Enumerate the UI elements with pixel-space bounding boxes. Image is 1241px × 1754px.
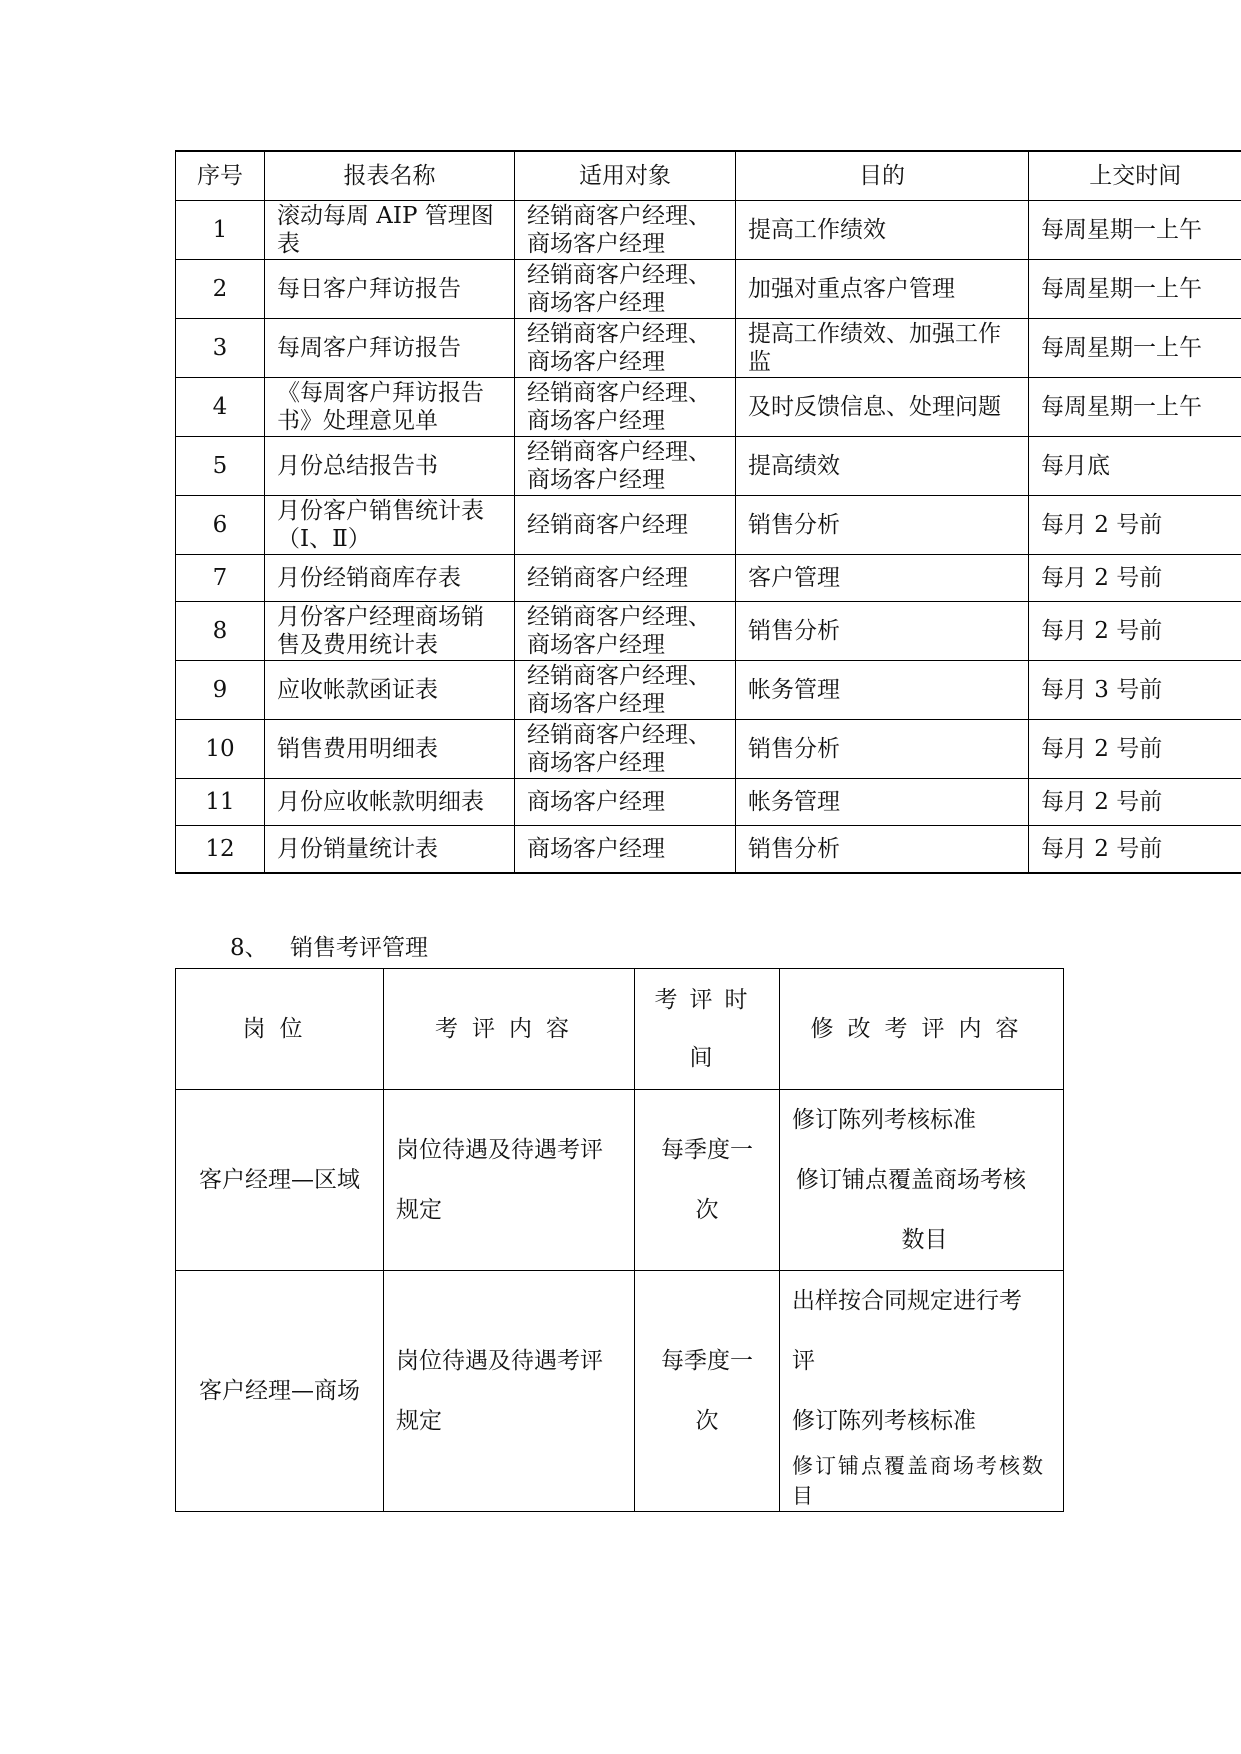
report-target	[515, 661, 736, 720]
table-row	[176, 555, 1241, 602]
purpose-line: 提高绩效	[748, 453, 840, 479]
target-line: 经销商客户经理、	[527, 439, 711, 465]
purpose-line: 销售分析	[748, 618, 840, 644]
report-name	[265, 378, 515, 437]
report-time: 每周星期一上午	[1029, 319, 1241, 378]
report-table	[175, 150, 1241, 874]
eval-content	[384, 1090, 635, 1271]
report-purpose	[736, 602, 1029, 661]
row-number: 11	[176, 779, 265, 826]
report-name	[265, 201, 515, 260]
name-line: 每日客户拜访报告	[277, 276, 461, 302]
report-target	[515, 378, 736, 437]
purpose-line: 及时反馈信息、处理问题	[748, 394, 1001, 420]
report-purpose	[736, 661, 1029, 720]
eval-header-row	[176, 969, 1064, 1090]
name-line: 月份经销商库存表	[277, 565, 461, 591]
report-time: 每月 2 号前	[1029, 602, 1241, 661]
header-time: 上交时间	[1029, 151, 1241, 201]
section-heading	[230, 933, 428, 963]
eval-modifications	[780, 1090, 1064, 1271]
report-target	[515, 437, 736, 496]
row-number: 6	[176, 496, 265, 555]
row-number: 1	[176, 201, 265, 260]
name-line: 销售费用明细表	[277, 736, 438, 762]
row-number: 7	[176, 555, 265, 602]
table-row	[176, 661, 1241, 720]
report-target	[515, 779, 736, 826]
eval-time-line: 每季度一	[661, 1348, 753, 1374]
table-row	[176, 260, 1241, 319]
table-row	[176, 602, 1241, 661]
report-time: 每月 2 号前	[1029, 720, 1241, 779]
report-name	[265, 437, 515, 496]
name-line: 月份客户销售统计表	[277, 498, 484, 524]
table-row	[176, 437, 1241, 496]
row-number: 12	[176, 826, 265, 874]
row-number: 10	[176, 720, 265, 779]
report-name	[265, 555, 515, 602]
row-number: 5	[176, 437, 265, 496]
target-line: 经销商客户经理、	[527, 380, 711, 406]
table-row	[176, 378, 1241, 437]
name-line: 售及费用统计表	[277, 632, 438, 658]
target-line: 商场客户经理	[527, 290, 665, 316]
report-target	[515, 496, 736, 555]
target-line: 商场客户经理	[527, 691, 665, 717]
table-row	[176, 779, 1241, 826]
target-line: 商场客户经理	[527, 349, 665, 375]
eval-time	[635, 1090, 780, 1271]
name-line: 月份销量统计表	[277, 836, 438, 862]
target-line: 经销商客户经理、	[527, 604, 711, 630]
report-target	[515, 602, 736, 661]
name-line: （Ⅰ、Ⅱ）	[277, 526, 371, 552]
purpose-line: 提高工作绩效	[748, 217, 886, 243]
eval-header-position: 岗位	[176, 969, 384, 1090]
target-line: 商场客户经理	[527, 231, 665, 257]
report-name	[265, 779, 515, 826]
eval-modifications	[780, 1271, 1064, 1512]
eval-header-content: 考评内容	[384, 969, 635, 1090]
target-line: 经销商客户经理、	[527, 203, 711, 229]
report-time: 每月 2 号前	[1029, 555, 1241, 602]
purpose-line: 帐务管理	[748, 789, 840, 815]
report-target	[515, 201, 736, 260]
name-line: 每周客户拜访报告	[277, 335, 461, 361]
eval-header-modify: 修改考评内容	[780, 969, 1064, 1090]
report-time: 每月 2 号前	[1029, 496, 1241, 555]
eval-modification-line: 数目	[901, 1227, 948, 1253]
table-row	[176, 1090, 1064, 1271]
purpose-line: 销售分析	[748, 512, 840, 538]
target-line: 经销商客户经理	[527, 512, 688, 538]
target-line: 经销商客户经理、	[527, 321, 711, 347]
name-line: 滚动每周 AIP 管理图	[277, 203, 494, 229]
report-target	[515, 555, 736, 602]
eval-time	[635, 1271, 780, 1512]
purpose-line: 客户管理	[748, 565, 840, 591]
report-target	[515, 826, 736, 874]
eval-header-time-line2: 间	[689, 1045, 725, 1071]
target-line: 经销商客户经理、	[527, 262, 711, 288]
evaluation-table	[175, 968, 1064, 1512]
purpose-line: 销售分析	[748, 736, 840, 762]
report-target	[515, 319, 736, 378]
header-name: 报表名称	[265, 151, 515, 201]
target-line: 商场客户经理	[527, 467, 665, 493]
eval-header-time	[635, 969, 780, 1090]
eval-header-time-line1: 考评时	[654, 987, 760, 1013]
eval-modification-line: 修订陈列考核标准	[792, 1408, 976, 1434]
target-line: 商场客户经理	[527, 408, 665, 434]
report-purpose	[736, 319, 1029, 378]
report-purpose	[736, 496, 1029, 555]
row-number: 9	[176, 661, 265, 720]
eval-modification-line: 修订铺点覆盖商场考核	[796, 1167, 1026, 1193]
purpose-line: 提高工作绩效、加强工作	[748, 321, 1001, 347]
eval-time-line: 每季度一	[661, 1137, 753, 1163]
report-time: 每周星期一上午	[1029, 378, 1241, 437]
eval-content-line: 岗位待遇及待遇考评	[396, 1348, 603, 1374]
report-time: 每月 2 号前	[1029, 779, 1241, 826]
report-purpose	[736, 378, 1029, 437]
report-target	[515, 720, 736, 779]
target-line: 商场客户经理	[527, 836, 665, 862]
name-line: 应收帐款函证表	[277, 677, 438, 703]
name-line: 月份总结报告书	[277, 453, 438, 479]
eval-position: 客户经理—区域	[176, 1090, 384, 1271]
table-row	[176, 826, 1241, 874]
report-name	[265, 720, 515, 779]
section-number: 8、	[230, 935, 268, 961]
eval-modification-line: 修订铺点覆盖商场考核数目	[792, 1454, 1045, 1508]
row-number: 2	[176, 260, 265, 319]
table-row	[176, 319, 1241, 378]
header-purpose: 目的	[736, 151, 1029, 201]
report-time: 每月 2 号前	[1029, 826, 1241, 874]
report-purpose	[736, 260, 1029, 319]
report-time: 每周星期一上午	[1029, 260, 1241, 319]
target-line: 经销商客户经理、	[527, 722, 711, 748]
name-line: 月份客户经理商场销	[277, 604, 484, 630]
table-row	[176, 1271, 1064, 1512]
report-time: 每月底	[1029, 437, 1241, 496]
header-target: 适用对象	[515, 151, 736, 201]
report-purpose	[736, 555, 1029, 602]
report-name	[265, 602, 515, 661]
purpose-line: 帐务管理	[748, 677, 840, 703]
report-purpose	[736, 720, 1029, 779]
name-line: 《每周客户拜访报告	[277, 380, 484, 406]
report-name	[265, 661, 515, 720]
target-line: 商场客户经理	[527, 750, 665, 776]
report-purpose	[736, 779, 1029, 826]
target-line: 商场客户经理	[527, 632, 665, 658]
purpose-line: 监	[748, 349, 771, 375]
eval-position: 客户经理—商场	[176, 1271, 384, 1512]
report-time: 每周星期一上午	[1029, 201, 1241, 260]
target-line: 经销商客户经理、	[527, 663, 711, 689]
name-line: 书》处理意见单	[277, 408, 438, 434]
eval-time-line: 次	[695, 1197, 719, 1223]
row-number: 4	[176, 378, 265, 437]
eval-content	[384, 1271, 635, 1512]
target-line: 经销商客户经理	[527, 565, 688, 591]
report-time: 每月 3 号前	[1029, 661, 1241, 720]
table-row	[176, 720, 1241, 779]
eval-modification-line: 修订陈列考核标准	[792, 1107, 976, 1133]
row-number: 8	[176, 602, 265, 661]
table-row	[176, 496, 1241, 555]
report-name	[265, 319, 515, 378]
table-row	[176, 201, 1241, 260]
report-purpose	[736, 826, 1029, 874]
report-header-row	[176, 151, 1241, 201]
target-line: 商场客户经理	[527, 789, 665, 815]
row-number: 3	[176, 319, 265, 378]
report-name	[265, 496, 515, 555]
report-purpose	[736, 437, 1029, 496]
name-line: 表	[277, 231, 300, 257]
section-title: 销售考评管理	[290, 935, 428, 961]
name-line: 月份应收帐款明细表	[277, 789, 484, 815]
report-name	[265, 826, 515, 874]
eval-content-line: 规定	[396, 1197, 442, 1223]
report-target	[515, 260, 736, 319]
purpose-line: 销售分析	[748, 836, 840, 862]
eval-content-line: 规定	[396, 1408, 442, 1434]
report-name	[265, 260, 515, 319]
eval-time-line: 次	[695, 1408, 719, 1434]
eval-modification-line: 评	[792, 1348, 815, 1374]
purpose-line: 加强对重点客户管理	[748, 276, 955, 302]
eval-modification-line: 出样按合同规定进行考	[792, 1288, 1022, 1314]
report-purpose	[736, 201, 1029, 260]
header-no: 序号	[176, 151, 265, 201]
eval-content-line: 岗位待遇及待遇考评	[396, 1137, 603, 1163]
